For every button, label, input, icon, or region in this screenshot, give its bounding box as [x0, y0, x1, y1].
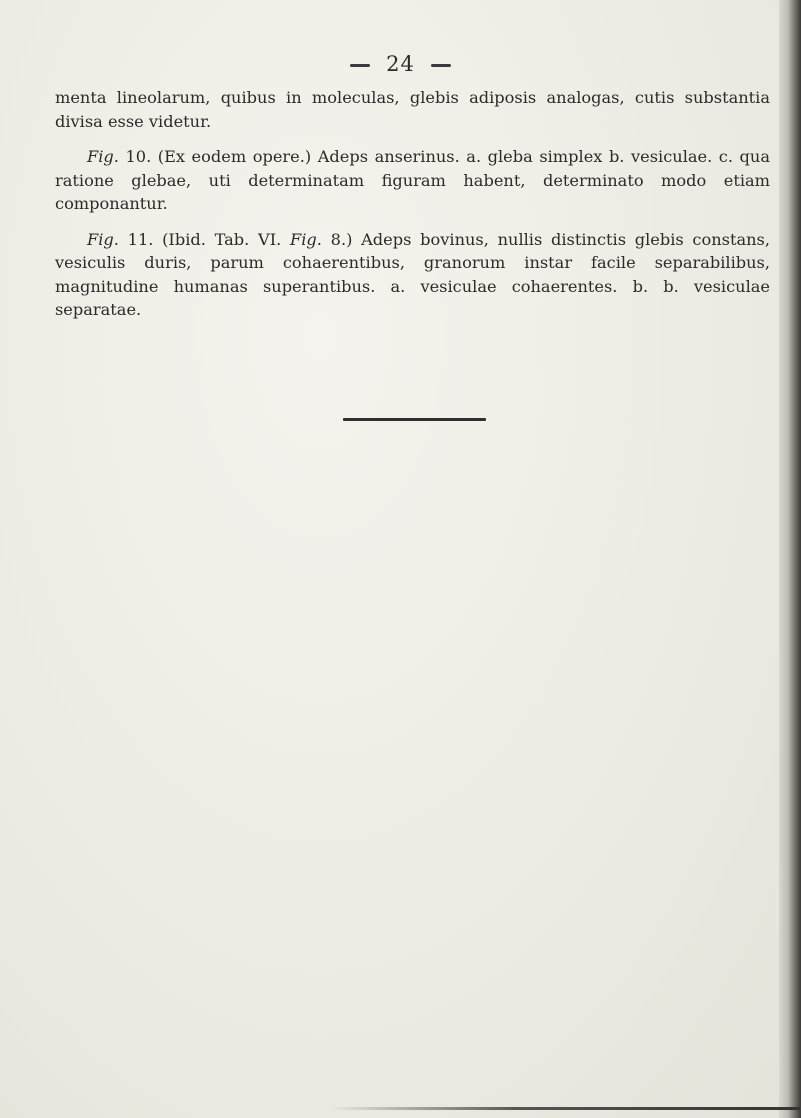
paragraph-3-text-part2: 8.) Adeps bovinus, nullis distinctis glebis constans, vesiculis duris, parum cohaerentibus, granorum instar facile separabilibus, magnitudine humanas superantibus. a. vesiculae cohaerentes. b. b. vesiculae separatae.	[55, 229, 770, 319]
paragraph-3	[55, 228, 770, 322]
paragraph-1	[55, 86, 770, 133]
binding-edge	[779, 0, 801, 1118]
paragraph-2	[55, 145, 770, 216]
body-text	[55, 86, 770, 322]
paragraph-3-text-part1: 11. (Ibid. Tab. VI.	[127, 229, 282, 249]
page-header	[0, 52, 801, 76]
fig-label: Fig.	[289, 229, 322, 249]
fig-label: Fig.	[87, 147, 119, 166]
page-number: 24	[386, 52, 415, 76]
section-rule	[343, 418, 486, 421]
header-dash-right	[431, 64, 451, 67]
paragraph-2-text: 10. (Ex eodem opere.) Adeps anserinus. a. gleba simplex b. vesiculae. c. qua ratione glebae, uti determinatam figuram habent, determinato modo etiam componantur.	[55, 147, 770, 213]
paragraph-1-text: menta lineolarum, quibus in moleculas, glebis adiposis analogas, cutis substantia divisa esse videtur.	[55, 88, 770, 131]
header-dash-left	[350, 64, 370, 67]
bottom-edge-shadow	[330, 1107, 800, 1110]
fig-label: Fig.	[87, 229, 119, 249]
